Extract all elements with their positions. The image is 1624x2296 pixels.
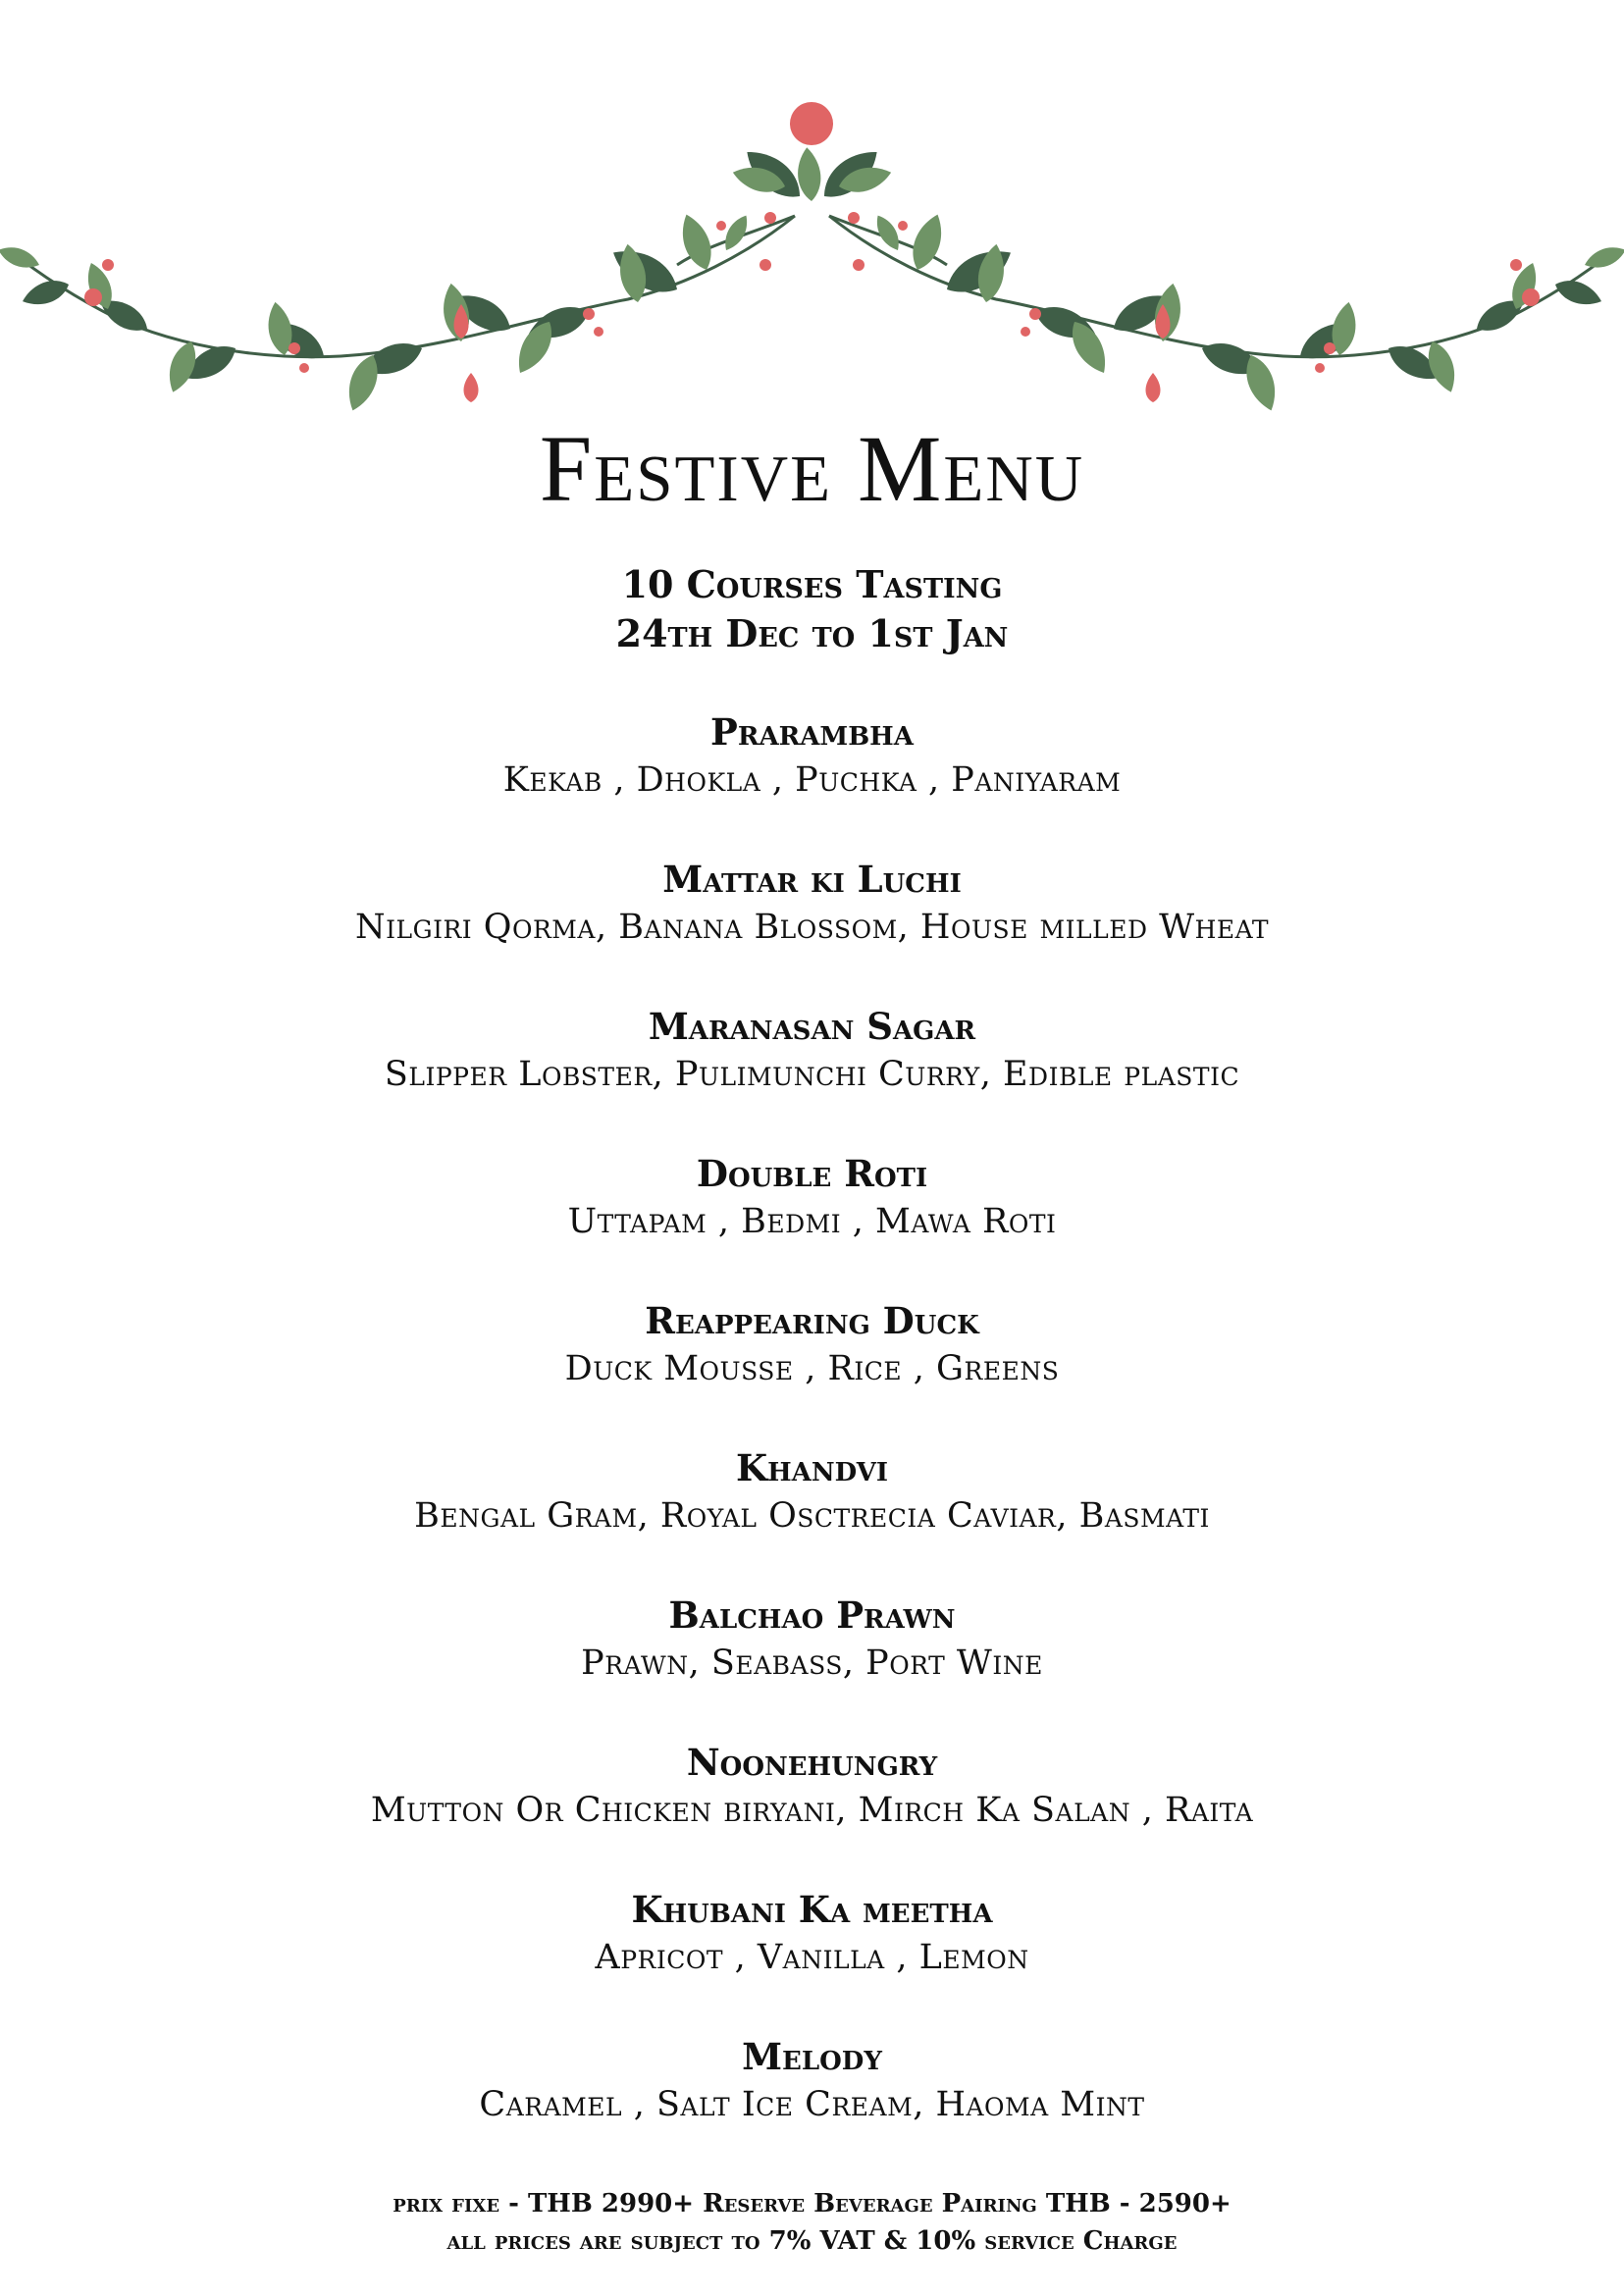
course-description: Caramel , Salt Ice Cream, Haoma Mint bbox=[479, 2085, 1145, 2124]
menu-title: Festive Menu bbox=[539, 416, 1085, 521]
course-item bbox=[0, 1593, 1624, 1683]
course-name: Prarambha bbox=[710, 710, 914, 754]
course-item bbox=[0, 710, 1624, 800]
course-description: Apricot , Vanilla , Lemon bbox=[595, 1938, 1029, 1977]
course-name: Reappearing Duck bbox=[645, 1299, 979, 1342]
course-name: Balchao Prawn bbox=[668, 1593, 956, 1637]
tax-notice-line: all prices are subject to 7% VAT & 10% service Charge bbox=[446, 2226, 1178, 2256]
course-description: Uttapam , Bedmi , Mawa Roti bbox=[567, 1202, 1057, 1241]
course-name: Khubani Ka meetha bbox=[631, 1888, 993, 1931]
course-description: Mutton Or Chicken biryani, Mirch Ka Salan , Raita bbox=[370, 1791, 1254, 1830]
course-item bbox=[0, 1152, 1624, 1241]
course-description: Duck Mousse , Rice , Greens bbox=[564, 1349, 1060, 1388]
course-description: Slipper Lobster, Pulimunchi Curry, Edible plastic bbox=[384, 1055, 1240, 1094]
course-name: Maranasan Sagar bbox=[648, 1005, 976, 1048]
course-name: Mattar ki Luchi bbox=[662, 858, 962, 901]
course-name: Melody bbox=[742, 2035, 882, 2078]
course-item bbox=[0, 858, 1624, 947]
course-name: Noonehungry bbox=[686, 1741, 938, 1784]
menu-subtitle-courses: 10 Courses Tasting bbox=[621, 562, 1003, 606]
course-description: Prawn, Seabass, Port Wine bbox=[581, 1644, 1043, 1683]
course-item bbox=[0, 1888, 1624, 1977]
course-item bbox=[0, 1005, 1624, 1094]
course-name: Khandvi bbox=[735, 1446, 889, 1489]
course-item bbox=[0, 2035, 1624, 2124]
course-name: Double Roti bbox=[696, 1152, 928, 1195]
course-description: Bengal Gram, Royal Osctrecia Caviar, Basmati bbox=[414, 1496, 1210, 1536]
course-item bbox=[0, 1741, 1624, 1830]
menu-subtitle-dates: 24th Dec to 1st Jan bbox=[615, 611, 1009, 655]
course-item bbox=[0, 1446, 1624, 1536]
pricing-line: prix fixe - THB 2990+ Reserve Beverage Pairing THB - 2590+ bbox=[393, 2189, 1231, 2218]
course-description: Nilgiri Qorma, Banana Blossom, House milled Wheat bbox=[355, 908, 1269, 947]
course-item bbox=[0, 1299, 1624, 1388]
course-description: Kekab , Dhokla , Puchka , Paniyaram bbox=[502, 760, 1122, 800]
holly-garland-illustration bbox=[0, 78, 1624, 432]
